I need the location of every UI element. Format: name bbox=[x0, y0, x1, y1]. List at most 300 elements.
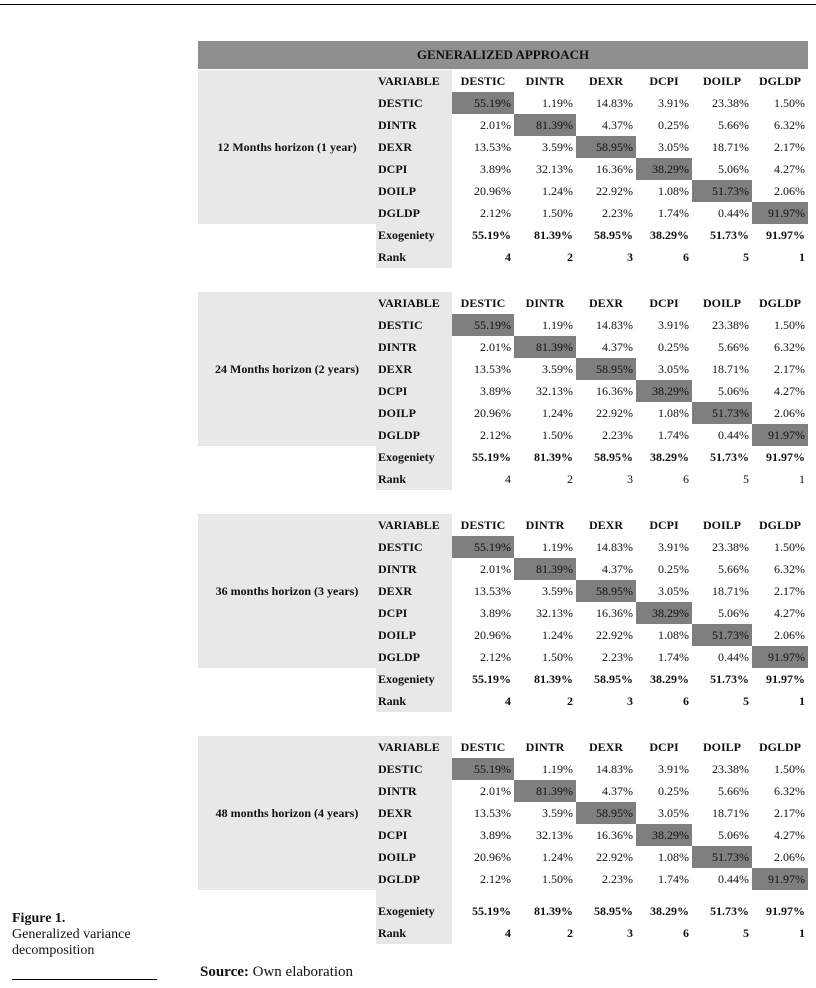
row-variable: DOILP bbox=[378, 628, 417, 642]
column-header: DESTIC bbox=[460, 518, 506, 532]
row-variable: DOILP bbox=[378, 850, 417, 864]
exogeneity-cell: 81.39% bbox=[534, 672, 573, 686]
row-variable: DEXR bbox=[378, 806, 413, 820]
table-cell: 0.25% bbox=[658, 340, 689, 354]
table-row bbox=[376, 580, 808, 602]
table-row bbox=[376, 758, 808, 780]
row-variable: DEXR bbox=[378, 584, 413, 598]
table-cell: 1.50% bbox=[774, 540, 805, 554]
row-variable: DINTR bbox=[378, 118, 417, 132]
table-cell: 2.23% bbox=[602, 206, 633, 220]
rank-cell: 3 bbox=[627, 694, 633, 708]
rank-cell: 1 bbox=[799, 250, 805, 264]
column-header: DCPI bbox=[649, 518, 679, 532]
table-cell: 14.83% bbox=[596, 762, 633, 776]
diagonal-cell: 81.39% bbox=[514, 114, 576, 136]
table-cell: 4.27% bbox=[774, 828, 805, 842]
table-cell: 0.44% bbox=[718, 428, 749, 442]
row-variable: DEXR bbox=[378, 362, 413, 376]
table-cell: 23.38% bbox=[712, 762, 749, 776]
exogeneity-cell: 51.73% bbox=[710, 904, 749, 918]
diagonal-cell: 51.73% bbox=[692, 846, 752, 868]
table-cell: 23.38% bbox=[712, 318, 749, 332]
column-header-row bbox=[376, 736, 808, 758]
table-cell: 32.13% bbox=[536, 162, 573, 176]
table-cell: 2.12% bbox=[480, 650, 511, 664]
table-cell: 0.44% bbox=[718, 650, 749, 664]
column-header: DESTIC bbox=[460, 296, 506, 310]
table-cell: 4.37% bbox=[602, 340, 633, 354]
column-header: DESTIC bbox=[460, 74, 506, 88]
column-header: DGLDP bbox=[759, 74, 801, 88]
exogeneity-cell: 58.95% bbox=[594, 904, 633, 918]
diagonal-cell: 58.95% bbox=[576, 802, 636, 824]
table-row bbox=[376, 536, 808, 558]
table-cell: 4.27% bbox=[774, 384, 805, 398]
table-cell: 2.23% bbox=[602, 428, 633, 442]
table-cell: 2.17% bbox=[774, 584, 805, 598]
table-row bbox=[376, 624, 808, 646]
row-variable: DESTIC bbox=[378, 318, 423, 332]
table-row bbox=[376, 802, 808, 824]
diagonal-cell: 91.97% bbox=[752, 868, 808, 890]
row-variable: DGLDP bbox=[378, 650, 420, 664]
table-cell: 2.12% bbox=[480, 872, 511, 886]
table-row bbox=[376, 602, 808, 624]
table-cell: 20.96% bbox=[474, 850, 511, 864]
table-cell: 16.36% bbox=[596, 162, 633, 176]
column-header: DEXR bbox=[588, 74, 623, 88]
diagonal-cell: 91.97% bbox=[752, 424, 808, 446]
column-header: DGLDP bbox=[759, 740, 801, 754]
column-header-row bbox=[376, 70, 808, 92]
row-variable: DINTR bbox=[378, 562, 417, 576]
exogeneity-row bbox=[376, 900, 808, 922]
row-variable: DINTR bbox=[378, 340, 417, 354]
table-cell: 13.53% bbox=[474, 806, 511, 820]
row-variable: DOILP bbox=[378, 184, 417, 198]
column-header: DCPI bbox=[649, 296, 679, 310]
rank-cell: 4 bbox=[505, 926, 511, 940]
rank-cell: 2 bbox=[567, 250, 573, 264]
table-cell: 4.27% bbox=[774, 162, 805, 176]
exogeneity-cell: 51.73% bbox=[710, 450, 749, 464]
rank-cell: 4 bbox=[505, 250, 511, 264]
table-cell: 3.89% bbox=[480, 384, 511, 398]
horizon-label: 48 months horizon (4 years) bbox=[198, 736, 376, 890]
rank-cell: 5 bbox=[743, 250, 749, 264]
exogeneity-cell: 81.39% bbox=[534, 450, 573, 464]
table-cell: 18.71% bbox=[712, 140, 749, 154]
horizon-label: 24 Months horizon (2 years) bbox=[198, 292, 376, 446]
diagonal-cell: 55.19% bbox=[452, 314, 514, 336]
column-header: DEXR bbox=[588, 296, 623, 310]
rank-cell: 3 bbox=[627, 472, 633, 486]
column-header-variable: VARIABLE bbox=[378, 518, 440, 532]
row-variable: DESTIC bbox=[378, 762, 423, 776]
table-cell: 0.25% bbox=[658, 784, 689, 798]
table-cell: 1.50% bbox=[774, 96, 805, 110]
table-cell: 3.91% bbox=[658, 96, 689, 110]
table-cell: 32.13% bbox=[536, 828, 573, 842]
exogeneity-cell: 55.19% bbox=[472, 228, 511, 242]
source-label: Source: bbox=[200, 964, 249, 980]
row-variable: DEXR bbox=[378, 140, 413, 154]
rank-cell: 1 bbox=[799, 926, 805, 940]
source-note bbox=[200, 964, 353, 981]
table-cell: 1.74% bbox=[658, 872, 689, 886]
table-cell: 4.37% bbox=[602, 784, 633, 798]
table-cell: 5.06% bbox=[718, 162, 749, 176]
column-header: DEXR bbox=[588, 740, 623, 754]
table-header: GENERALIZED APPROACH bbox=[198, 41, 808, 69]
table-cell: 2.17% bbox=[774, 140, 805, 154]
figure-title: Figure 1. bbox=[12, 911, 66, 926]
table-cell: 6.32% bbox=[774, 562, 805, 576]
exogeneity-label: Exogeniety bbox=[378, 450, 435, 464]
rank-label: Rank bbox=[378, 694, 407, 708]
exogeneity-cell: 55.19% bbox=[472, 450, 511, 464]
figure-rule bbox=[12, 979, 157, 980]
exogeneity-cell: 38.29% bbox=[650, 450, 689, 464]
top-rule bbox=[0, 4, 816, 5]
table-cell: 3.91% bbox=[658, 540, 689, 554]
column-header: DGLDP bbox=[759, 518, 801, 532]
table-cell: 1.50% bbox=[774, 762, 805, 776]
column-header: DOILP bbox=[702, 74, 741, 88]
table-cell: 5.66% bbox=[718, 562, 749, 576]
rank-cell: 6 bbox=[683, 472, 689, 486]
rank-label: Rank bbox=[378, 472, 407, 486]
table-row bbox=[376, 558, 808, 580]
table-cell: 2.06% bbox=[774, 850, 805, 864]
exogeneity-cell: 91.97% bbox=[766, 450, 805, 464]
row-variable: DCPI bbox=[378, 162, 408, 176]
rank-cell: 6 bbox=[683, 250, 689, 264]
rank-row bbox=[376, 922, 808, 944]
table-cell: 2.01% bbox=[480, 784, 511, 798]
table-cell: 14.83% bbox=[596, 96, 633, 110]
table-cell: 18.71% bbox=[712, 362, 749, 376]
table-cell: 5.06% bbox=[718, 606, 749, 620]
table-cell: 22.92% bbox=[596, 628, 633, 642]
table-cell: 2.01% bbox=[480, 340, 511, 354]
table-cell: 5.66% bbox=[718, 118, 749, 132]
table-cell: 3.05% bbox=[658, 362, 689, 376]
table-cell: 0.44% bbox=[718, 872, 749, 886]
diagonal-cell: 58.95% bbox=[576, 358, 636, 380]
exogeneity-cell: 58.95% bbox=[594, 228, 633, 242]
rank-cell: 3 bbox=[627, 926, 633, 940]
table-cell: 6.32% bbox=[774, 340, 805, 354]
table-cell: 32.13% bbox=[536, 606, 573, 620]
rank-row bbox=[376, 468, 808, 490]
table-cell: 0.25% bbox=[658, 562, 689, 576]
column-header: DINTR bbox=[525, 296, 565, 310]
table-cell: 1.50% bbox=[542, 206, 573, 220]
source-text: Own elaboration bbox=[248, 964, 354, 980]
table-cell: 5.66% bbox=[718, 340, 749, 354]
table-row bbox=[376, 424, 808, 446]
row-variable: DGLDP bbox=[378, 428, 420, 442]
table-cell: 5.66% bbox=[718, 784, 749, 798]
exogeneity-row bbox=[376, 668, 808, 690]
table-cell: 4.27% bbox=[774, 606, 805, 620]
horizon-label: 12 Months horizon (1 year) bbox=[198, 70, 376, 224]
diagonal-cell: 38.29% bbox=[636, 602, 692, 624]
rank-cell: 4 bbox=[505, 472, 511, 486]
column-header-row bbox=[376, 514, 808, 536]
row-variable: DCPI bbox=[378, 384, 408, 398]
diagonal-cell: 55.19% bbox=[452, 92, 514, 114]
table-cell: 1.19% bbox=[542, 318, 573, 332]
rank-cell: 5 bbox=[743, 694, 749, 708]
table-row bbox=[376, 114, 808, 136]
rank-label: Rank bbox=[378, 926, 407, 940]
diagonal-cell: 58.95% bbox=[576, 136, 636, 158]
table-cell: 0.25% bbox=[658, 118, 689, 132]
exogeneity-cell: 55.19% bbox=[472, 672, 511, 686]
column-header: DOILP bbox=[702, 296, 741, 310]
exogeneity-row bbox=[376, 446, 808, 468]
table-cell: 3.91% bbox=[658, 318, 689, 332]
table-cell: 1.08% bbox=[658, 184, 689, 198]
table-cell: 2.12% bbox=[480, 206, 511, 220]
column-header: DCPI bbox=[649, 740, 679, 754]
table-cell: 3.59% bbox=[542, 140, 573, 154]
table-cell: 3.59% bbox=[542, 584, 573, 598]
table-cell: 5.06% bbox=[718, 384, 749, 398]
column-header: DINTR bbox=[525, 74, 565, 88]
diagonal-cell: 55.19% bbox=[452, 758, 514, 780]
row-variable: DGLDP bbox=[378, 872, 420, 886]
table-cell: 3.59% bbox=[542, 362, 573, 376]
table-cell: 16.36% bbox=[596, 828, 633, 842]
table-cell: 20.96% bbox=[474, 406, 511, 420]
table-cell: 3.91% bbox=[658, 762, 689, 776]
table-cell: 1.24% bbox=[542, 406, 573, 420]
horizon-label: 36 months horizon (3 years) bbox=[198, 514, 376, 668]
table-cell: 1.08% bbox=[658, 406, 689, 420]
column-header: DCPI bbox=[649, 74, 679, 88]
table-row bbox=[376, 868, 808, 890]
table-cell: 2.06% bbox=[774, 406, 805, 420]
table-cell: 2.01% bbox=[480, 118, 511, 132]
figure-caption-line2: decomposition bbox=[12, 943, 95, 958]
table-row bbox=[376, 136, 808, 158]
table-row bbox=[376, 202, 808, 224]
column-header: DGLDP bbox=[759, 296, 801, 310]
rank-row bbox=[376, 246, 808, 268]
table-cell: 5.06% bbox=[718, 828, 749, 842]
column-header: DESTIC bbox=[460, 740, 506, 754]
table-cell: 2.01% bbox=[480, 562, 511, 576]
figure-caption-line1: Generalized variance bbox=[12, 927, 131, 942]
rank-cell: 6 bbox=[683, 926, 689, 940]
table-cell: 3.89% bbox=[480, 606, 511, 620]
exogeneity-cell: 51.73% bbox=[710, 672, 749, 686]
rank-cell: 4 bbox=[505, 694, 511, 708]
table-cell: 13.53% bbox=[474, 584, 511, 598]
row-variable: DINTR bbox=[378, 784, 417, 798]
table-cell: 1.24% bbox=[542, 628, 573, 642]
exogeneity-cell: 81.39% bbox=[534, 228, 573, 242]
table-cell: 3.59% bbox=[542, 806, 573, 820]
table-cell: 1.24% bbox=[542, 184, 573, 198]
table-row bbox=[376, 402, 808, 424]
table-cell: 1.19% bbox=[542, 540, 573, 554]
table-cell: 1.50% bbox=[542, 872, 573, 886]
diagonal-cell: 91.97% bbox=[752, 202, 808, 224]
table-row bbox=[376, 158, 808, 180]
rank-cell: 5 bbox=[743, 472, 749, 486]
rank-cell: 3 bbox=[627, 250, 633, 264]
diagonal-cell: 51.73% bbox=[692, 402, 752, 424]
table-row bbox=[376, 380, 808, 402]
column-header: DOILP bbox=[702, 740, 741, 754]
rank-cell: 2 bbox=[567, 694, 573, 708]
diagonal-cell: 81.39% bbox=[514, 336, 576, 358]
table-cell: 22.92% bbox=[596, 850, 633, 864]
table-row bbox=[376, 314, 808, 336]
table-cell: 1.08% bbox=[658, 850, 689, 864]
table-cell: 18.71% bbox=[712, 806, 749, 820]
table-cell: 2.12% bbox=[480, 428, 511, 442]
table-cell: 1.19% bbox=[542, 762, 573, 776]
table-row bbox=[376, 780, 808, 802]
table-cell: 2.23% bbox=[602, 872, 633, 886]
table-row bbox=[376, 336, 808, 358]
table-cell: 1.74% bbox=[658, 650, 689, 664]
exogeneity-cell: 38.29% bbox=[650, 904, 689, 918]
table-cell: 14.83% bbox=[596, 318, 633, 332]
row-variable: DCPI bbox=[378, 606, 408, 620]
table-cell: 2.23% bbox=[602, 650, 633, 664]
exogeneity-label: Exogeniety bbox=[378, 904, 435, 918]
row-variable: DESTIC bbox=[378, 96, 423, 110]
table-cell: 1.08% bbox=[658, 628, 689, 642]
row-variable: DCPI bbox=[378, 828, 408, 842]
diagonal-cell: 38.29% bbox=[636, 824, 692, 846]
table-cell: 22.92% bbox=[596, 406, 633, 420]
table-cell: 4.37% bbox=[602, 562, 633, 576]
exogeneity-cell: 58.95% bbox=[594, 450, 633, 464]
rank-cell: 6 bbox=[683, 694, 689, 708]
diagonal-cell: 51.73% bbox=[692, 624, 752, 646]
table-cell: 1.74% bbox=[658, 428, 689, 442]
table-cell: 2.17% bbox=[774, 806, 805, 820]
exogeneity-cell: 91.97% bbox=[766, 672, 805, 686]
rank-row bbox=[376, 690, 808, 712]
table-row bbox=[376, 846, 808, 868]
rank-label: Rank bbox=[378, 250, 407, 264]
table-cell: 2.17% bbox=[774, 362, 805, 376]
column-header: DEXR bbox=[588, 518, 623, 532]
column-header: DINTR bbox=[525, 740, 565, 754]
diagonal-cell: 91.97% bbox=[752, 646, 808, 668]
table-cell: 23.38% bbox=[712, 540, 749, 554]
table-cell: 1.74% bbox=[658, 206, 689, 220]
exogeneity-cell: 51.73% bbox=[710, 228, 749, 242]
column-header-variable: VARIABLE bbox=[378, 74, 440, 88]
exogeneity-label: Exogeniety bbox=[378, 672, 435, 686]
column-header-row bbox=[376, 292, 808, 314]
figure-caption bbox=[12, 911, 131, 959]
rank-cell: 2 bbox=[567, 472, 573, 486]
table-cell: 20.96% bbox=[474, 184, 511, 198]
exogeneity-cell: 55.19% bbox=[472, 904, 511, 918]
exogeneity-cell: 38.29% bbox=[650, 228, 689, 242]
table-cell: 6.32% bbox=[774, 118, 805, 132]
diagonal-cell: 55.19% bbox=[452, 536, 514, 558]
rank-cell: 2 bbox=[567, 926, 573, 940]
table-row bbox=[376, 358, 808, 380]
table-cell: 1.50% bbox=[542, 428, 573, 442]
table-cell: 32.13% bbox=[536, 384, 573, 398]
table-cell: 3.05% bbox=[658, 806, 689, 820]
table-cell: 16.36% bbox=[596, 606, 633, 620]
rank-cell: 1 bbox=[799, 694, 805, 708]
exogeneity-cell: 38.29% bbox=[650, 672, 689, 686]
exogeneity-cell: 91.97% bbox=[766, 904, 805, 918]
diagonal-cell: 58.95% bbox=[576, 580, 636, 602]
table-cell: 0.44% bbox=[718, 206, 749, 220]
table-cell: 3.89% bbox=[480, 828, 511, 842]
exogeneity-cell: 91.97% bbox=[766, 228, 805, 242]
diagonal-cell: 81.39% bbox=[514, 558, 576, 580]
table-cell: 4.37% bbox=[602, 118, 633, 132]
table-cell: 1.24% bbox=[542, 850, 573, 864]
table-cell: 13.53% bbox=[474, 140, 511, 154]
table-cell: 22.92% bbox=[596, 184, 633, 198]
table-cell: 23.38% bbox=[712, 96, 749, 110]
table-cell: 2.06% bbox=[774, 628, 805, 642]
rank-cell: 1 bbox=[799, 472, 805, 486]
table-cell: 1.19% bbox=[542, 96, 573, 110]
table-cell: 14.83% bbox=[596, 540, 633, 554]
exogeneity-label: Exogeniety bbox=[378, 228, 435, 242]
diagonal-cell: 38.29% bbox=[636, 158, 692, 180]
row-variable: DESTIC bbox=[378, 540, 423, 554]
table-cell: 6.32% bbox=[774, 784, 805, 798]
table-cell: 1.50% bbox=[542, 650, 573, 664]
table-cell: 20.96% bbox=[474, 628, 511, 642]
table-cell: 3.05% bbox=[658, 140, 689, 154]
exogeneity-cell: 81.39% bbox=[534, 904, 573, 918]
table-cell: 13.53% bbox=[474, 362, 511, 376]
table-cell: 3.05% bbox=[658, 584, 689, 598]
table-cell: 18.71% bbox=[712, 584, 749, 598]
table-cell: 1.50% bbox=[774, 318, 805, 332]
rank-cell: 5 bbox=[743, 926, 749, 940]
table-row bbox=[376, 646, 808, 668]
table-cell: 2.06% bbox=[774, 184, 805, 198]
column-header: DOILP bbox=[702, 518, 741, 532]
row-variable: DGLDP bbox=[378, 206, 420, 220]
diagonal-cell: 38.29% bbox=[636, 380, 692, 402]
diagonal-cell: 81.39% bbox=[514, 780, 576, 802]
row-variable: DOILP bbox=[378, 406, 417, 420]
table-row bbox=[376, 180, 808, 202]
table-row bbox=[376, 824, 808, 846]
exogeneity-row bbox=[376, 224, 808, 246]
exogeneity-cell: 58.95% bbox=[594, 672, 633, 686]
table-row bbox=[376, 92, 808, 114]
table-cell: 3.89% bbox=[480, 162, 511, 176]
diagonal-cell: 51.73% bbox=[692, 180, 752, 202]
table-cell: 16.36% bbox=[596, 384, 633, 398]
column-header-variable: VARIABLE bbox=[378, 740, 440, 754]
